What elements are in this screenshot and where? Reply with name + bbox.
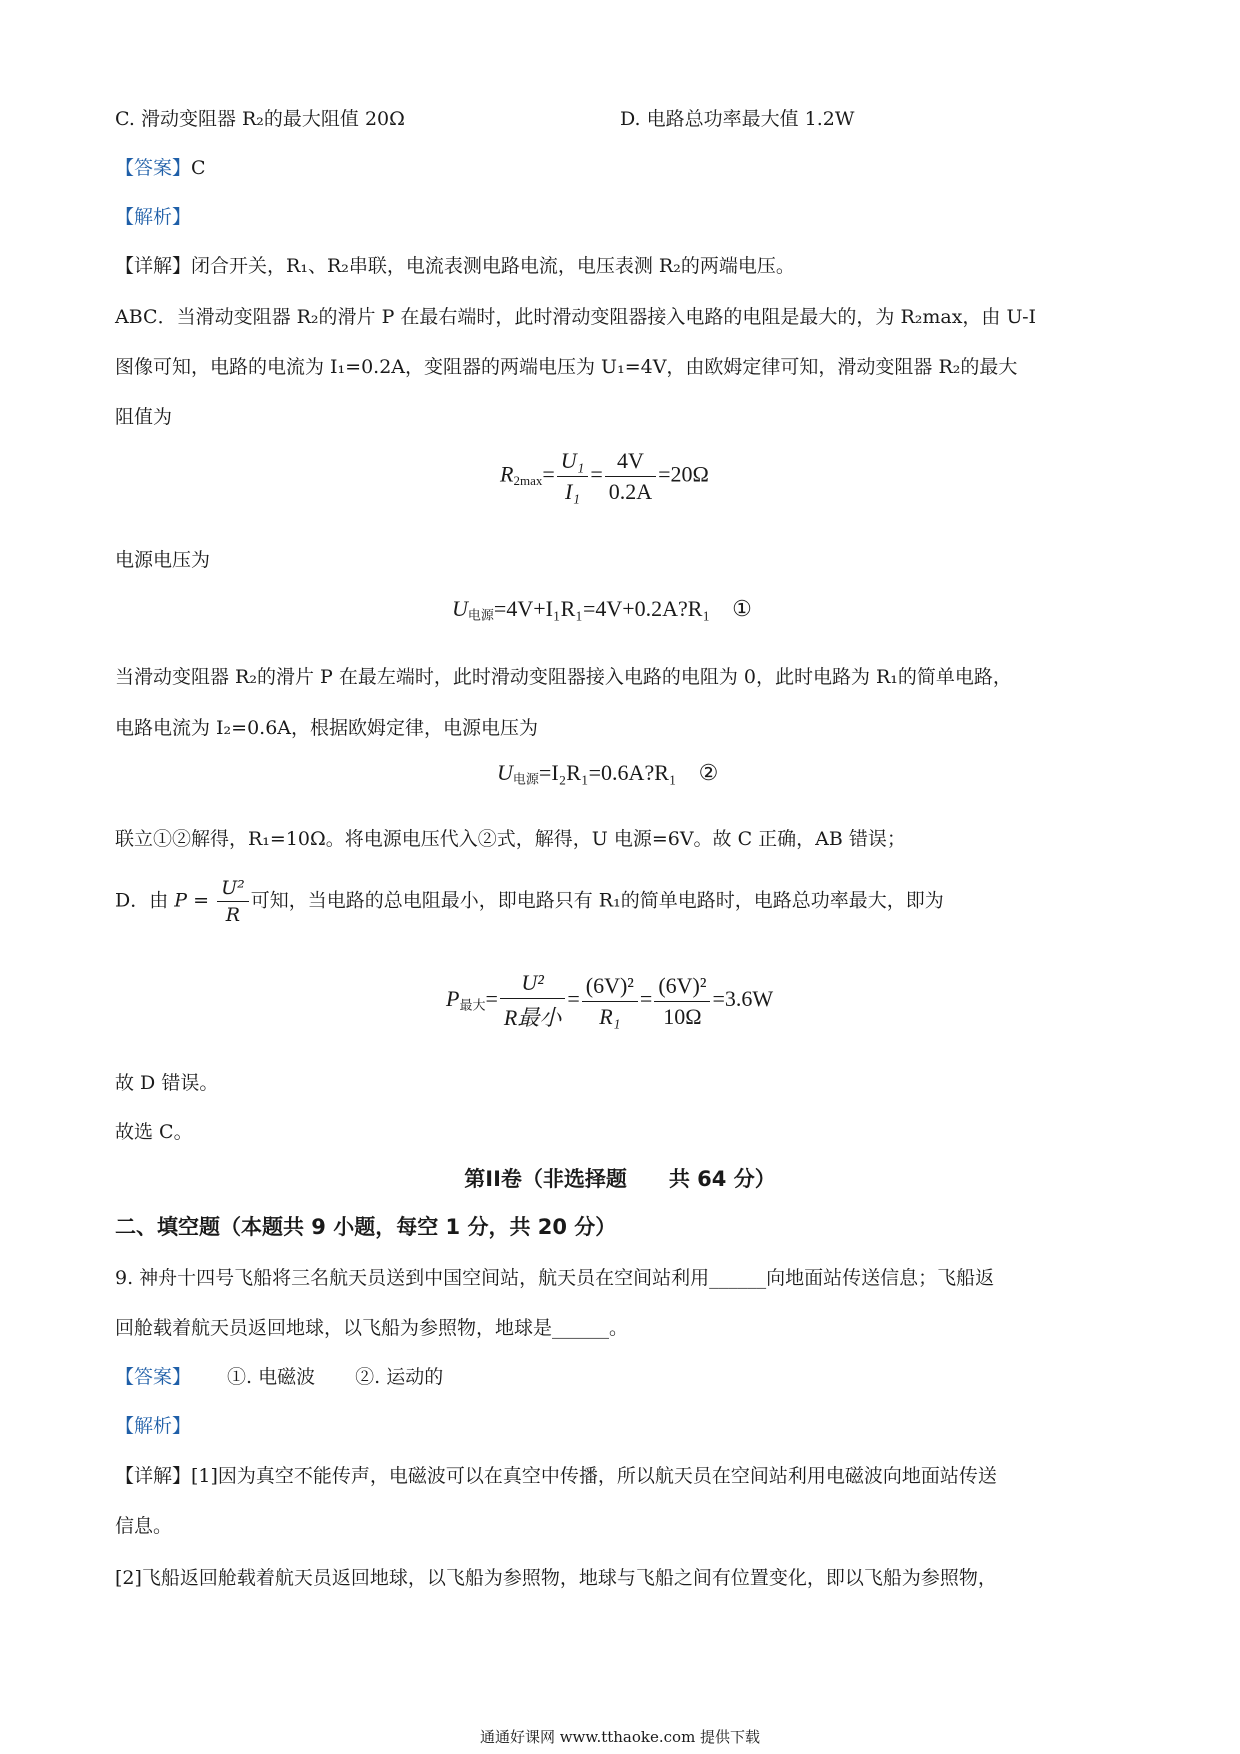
fraction-u1-i1 — [557, 448, 589, 505]
q9-detail-line-1 — [115, 1461, 997, 1488]
formula-r2max: $R_{2max}=$ $\frac{\text{U₁}}{\text{I₁}}$ = $\frac{4V}{0.2A}$ =20Ω — [500, 448, 709, 504]
formula-rhs: =I₂R₁=0.6A?R₁ — [538, 760, 677, 785]
d-symbol-p: P — [174, 889, 188, 912]
formula-lhs-sub: 最大 — [459, 997, 486, 1013]
d-eq: = — [193, 889, 210, 912]
answer-value: C — [191, 157, 206, 179]
formula-supply-2 — [497, 760, 718, 787]
fraction-u2-rmin — [500, 970, 565, 1032]
q9-detail-line-3: [2]飞船返回舱载着航天员返回地球，以飞船为参照物，地球与飞船之间有位置变化，即以飞船为参照物， — [115, 1567, 997, 1589]
q9-analysis-tag: 【解析】 — [115, 1415, 192, 1437]
analysis-tag: 【解析】 — [115, 206, 192, 228]
fraction-denominator: I₁ — [565, 479, 581, 504]
fraction-numerator: (6V)² — [582, 973, 638, 1002]
formula-lhs: U — [497, 760, 513, 785]
formula-supply-1 — [452, 596, 752, 623]
option-c: C. 滑动变阻器 R₂的最大阻值 20Ω — [115, 108, 405, 130]
formula-lhs-sub: 2max — [513, 472, 543, 488]
solve-line: 联立①②解得，R₁=10Ω。将电源电压代入②式，解得，U 电源=6V。故 C 正确，AB 错误； — [115, 828, 906, 850]
fraction-numerator: U₁ — [557, 448, 589, 477]
option-d: D. 电路总功率最大值 1.2W — [620, 108, 855, 130]
formula-lhs: U — [452, 596, 468, 621]
fraction-4v-02a — [605, 448, 656, 505]
q9-stem-1: 9. 神舟十四号飞船将三名航天员送到中国空间站，航天员在空间站利用______向地面站传送信息；飞船返 — [115, 1267, 995, 1289]
left-end-line-2: 电路电流为 I₂=0.6A，根据欧姆定律，电源电压为 — [115, 717, 539, 739]
supply-text: 电源电压为 — [115, 549, 211, 571]
answer-1: ①. 电磁波 — [227, 1366, 316, 1388]
q9-detail-line-2: 信息。 — [115, 1515, 173, 1537]
fraction-numerator: U² — [217, 877, 249, 902]
answer-line — [115, 153, 206, 180]
choose-line: 故选 C。 — [115, 1121, 193, 1143]
fraction-denominator: R — [225, 904, 241, 926]
formula-lhs-sub: 电源 — [467, 607, 494, 623]
detail-text: [1]因为真空不能传声，电磁波可以在真空中传播，所以航天员在空间站利用电磁波向地面站传送 — [191, 1465, 997, 1487]
page-footer: 通通好课网 www.tthaoke.com 提供下载 — [479, 1728, 761, 1746]
abc-line-2: 图像可知，电路的电流为 I₁=0.2A，变阻器的两端电压为 U₁=4V，由欧姆定律可知，滑动变阻器 R₂的最大 — [115, 356, 1018, 378]
detail-text: 闭合开关，R₁、R₂串联，电流表测电路电流，电压表测 R₂的两端电压。 — [191, 255, 795, 277]
equation-mark: ① — [732, 596, 752, 621]
fraction-numerator: U² — [500, 970, 565, 999]
d-wrong-line: 故 D 错误。 — [115, 1072, 219, 1094]
d-prefix: D．由 — [115, 889, 169, 912]
d-suffix: 可知，当电路的总电阻最小，即电路只有 R₁的简单电路时，电路总功率最大，即为 — [250, 889, 944, 912]
part2-title: 第II卷（非选择题 共 64 分） — [464, 1167, 776, 1191]
detail-line — [115, 251, 795, 278]
answer-tag: 【答案】 — [115, 157, 192, 179]
fraction-denominator: R最小 — [503, 1005, 562, 1030]
equation-mark: ② — [698, 760, 719, 785]
abc-line-1: ABC．当滑动变阻器 R₂的滑片 P 在最右端时，此时滑动变阻器接入电路的电阻是最大的，为 R₂max，由 U-I — [115, 306, 1037, 328]
d-line — [115, 877, 944, 926]
fraction-u2-r — [217, 877, 249, 926]
q9-answer-line — [115, 1362, 443, 1389]
formula-rhs: =4V+I₁R₁=4V+0.2A?R₁ — [493, 596, 711, 621]
fraction-denominator: 0.2A — [608, 479, 653, 504]
formula-pmax: $P_{最大}=$ $\frac{\text{U²}}{\text{R最小}}$ = $\frac{\text{(6V)²}}{\text{R₁}}$ = $\frac{\text{(6V)²}}{10\Omega}$ =3.6W — [446, 970, 774, 1030]
detail-tag: 【详解】 — [115, 255, 192, 277]
answer-tag: 【答案】 — [115, 1366, 192, 1388]
detail-tag: 【详解】 — [115, 1465, 192, 1487]
formula-rhs: =20Ω — [658, 461, 709, 487]
left-end-line-1: 当滑动变阻器 R₂的滑片 P 在最左端时，此时滑动变阻器接入电路的电阻为 0，此时电路为 R₁的简单电路， — [115, 666, 1012, 688]
fraction-denominator: 10Ω — [663, 1003, 702, 1029]
formula-rhs: =3.6W — [712, 986, 774, 1012]
fraction-numerator: (6V)² — [654, 973, 710, 1002]
formula-lhs-sub: 电源 — [512, 771, 539, 787]
answer-2: ②. 运动的 — [355, 1366, 444, 1388]
abc-line-3: 阻值为 — [115, 406, 173, 428]
q9-stem-2: 回舱载着航天员返回地球，以飞船为参照物，地球是______。 — [115, 1317, 629, 1339]
fraction-denominator: R₁ — [599, 1003, 621, 1029]
section-title: 二、填空题（本题共 9 小题，每空 1 分，共 20 分） — [115, 1215, 617, 1239]
formula-lhs: R — [500, 461, 514, 487]
fraction-numerator: 4V — [605, 448, 656, 477]
fraction-6v2-r1 — [582, 973, 638, 1030]
formula-eq: = — [542, 461, 555, 487]
fraction-6v2-10ohm — [654, 973, 710, 1030]
formula-lhs: P — [446, 986, 460, 1012]
